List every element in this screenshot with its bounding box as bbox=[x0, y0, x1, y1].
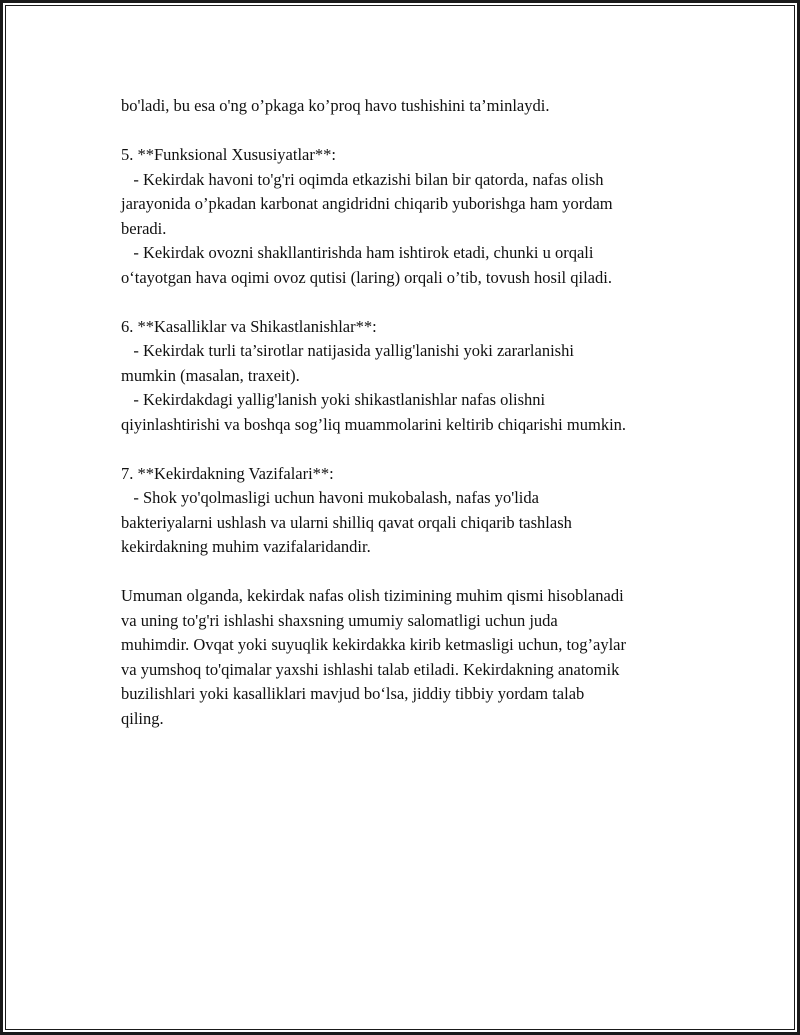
paragraph-gap bbox=[121, 560, 691, 585]
paragraph-gap bbox=[121, 119, 691, 144]
text-line: muhimdir. Ovqat yoki suyuqlik kekirdakka kirib ketmasligi uchun, tog’aylar bbox=[121, 635, 626, 654]
text-line: - Kekirdak turli ta’sirotlar natijasida yallig'lanishi yoki zararlanishi bbox=[121, 341, 574, 360]
text-line: bo'ladi, bu esa o'ng o’pkaga ko’proq havo tushishini ta’minlaydi. bbox=[121, 96, 550, 115]
section-5-functional-features bbox=[121, 143, 691, 290]
text-line: - Kekirdak ovozni shakllantirishda ham ishtirok etadi, chunki u orqali bbox=[121, 243, 594, 262]
text-line: - Kekirdakdagi yallig'lanish yoki shikastlanishlar nafas olishni bbox=[121, 390, 546, 409]
text-line: bakteriyalarni ushlash va ularni shilliq qavat orqali chiqarib tashlash bbox=[121, 512, 572, 532]
section-heading: 7. **Kekirdakning Vazifalari**: bbox=[121, 463, 334, 483]
text-line: va yumshoq to'qimalar yaxshi ishlashi talab etiladi. Kekirdakning anatomik bbox=[121, 659, 620, 679]
section-heading: 6. **Kasalliklar va Shikastlanishlar**: bbox=[121, 316, 377, 336]
text-line: mumkin (masalan, traxeit). bbox=[121, 365, 300, 385]
paragraph-gap bbox=[121, 437, 691, 462]
text-line: qiyinlashtirishi va boshqa sog’liq muammolarini keltirib chiqarishi mumkin. bbox=[121, 414, 627, 434]
section-7-functions bbox=[121, 462, 691, 560]
text-line: buzilishlari yoki kasalliklari mavjud bo‘lsa, jiddiy tibbiy yordam talab bbox=[121, 684, 585, 703]
text-line: - Kekirdak havoni to'g'ri oqimda etkazishi bilan bir qatorda, nafas olish bbox=[121, 169, 604, 189]
section-6-diseases-injuries bbox=[121, 315, 691, 438]
section-heading: 5. **Funksional Xususiyatlar**: bbox=[121, 145, 336, 164]
text-line: jarayonida o’pkadan karbonat angidridni chiqarib yuborishga ham yordam bbox=[121, 194, 613, 213]
text-line: Umuman olganda, kekirdak nafas olish tizimining muhim qismi hisoblanadi bbox=[121, 586, 624, 605]
text-line: - Shok yo'qolmasligi uchun havoni mukobalash, nafas yo'lida bbox=[121, 488, 539, 507]
text-line: o‘tayotgan hava oqimi ovoz qutisi (laring) orqali o’tib, tovush hosil qiladi. bbox=[121, 267, 612, 287]
document-body bbox=[121, 94, 691, 731]
text-line: kekirdakning muhim vazifalaridandir. bbox=[121, 537, 371, 556]
text-line: qiling. bbox=[121, 708, 164, 728]
conclusion-paragraph bbox=[121, 584, 691, 731]
paragraph-intro-continued bbox=[121, 94, 691, 119]
text-line: beradi. bbox=[121, 218, 167, 238]
text-line: va uning to'g'ri ishlashi shaxsning umumiy salomatligi uchun juda bbox=[121, 610, 558, 630]
paragraph-gap bbox=[121, 290, 691, 315]
